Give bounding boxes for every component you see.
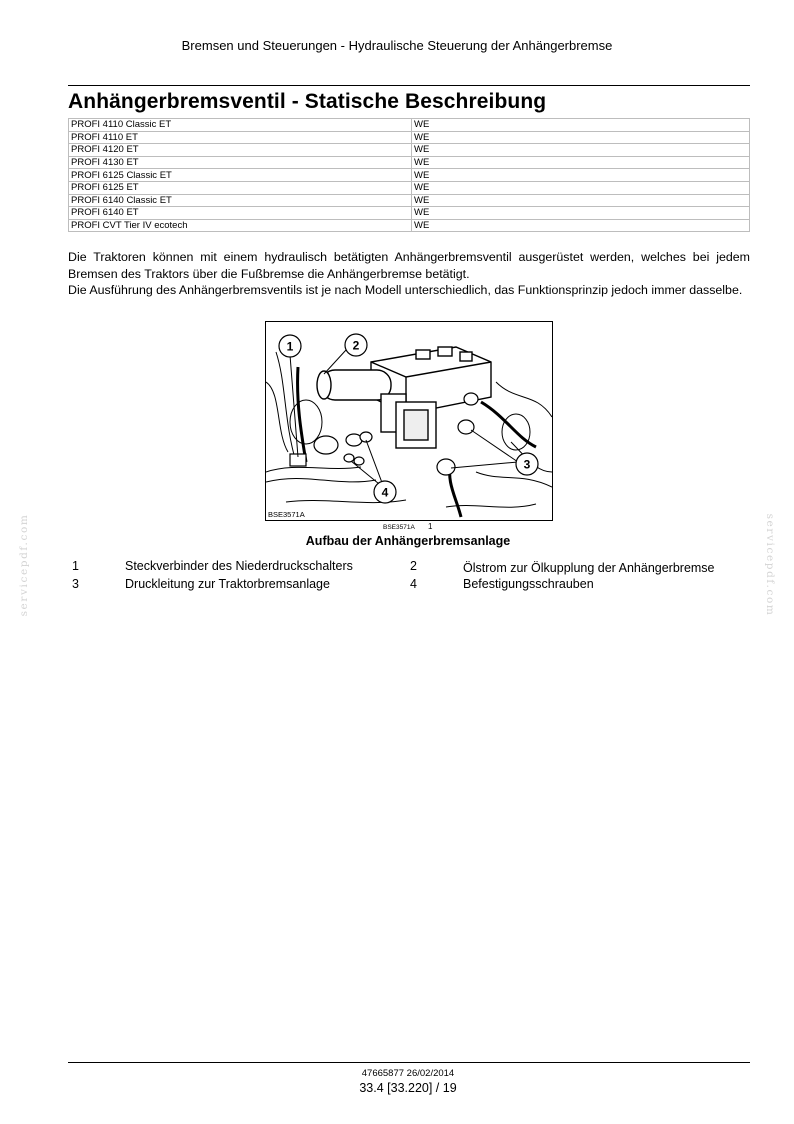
legend-row [72,577,772,595]
model-cell: PROFI 6140 Classic ET [69,194,412,207]
code-cell: WE [412,119,750,132]
watermark-left: servicepdf.com [18,513,30,617]
legend-text: Druckleitung zur Traktorbremsanlage [125,577,330,591]
code-cell: WE [412,131,750,144]
legend-number: 4 [410,577,417,591]
table-row [69,144,750,157]
model-cell: PROFI 6125 Classic ET [69,169,412,182]
model-cell: PROFI 6125 ET [69,181,412,194]
legend-number: 1 [72,559,79,573]
code-cell: WE [412,181,750,194]
legend-text: Befestigungsschrauben [463,577,594,591]
callout-4: 4 [381,485,389,500]
model-table [68,118,750,232]
brake-valve-drawing [266,322,552,520]
footer-page-number: 33.4 [33.220] / 19 [359,1081,457,1095]
legend-text: Ölstrom zur Ölkupplung der Anhängerbremse [463,561,715,575]
table-row [69,219,750,232]
header-rule [68,85,750,86]
figure-inner-code: BSE3571A [268,510,305,519]
brake-valve-figure [265,321,553,521]
legend-number: 3 [72,577,79,591]
legend-text: Steckverbinder des Niederdruckschalters [125,559,353,573]
table-row [69,131,750,144]
description [68,249,750,299]
model-cell: PROFI 4110 ET [69,131,412,144]
figure-code: BSE3571A [383,524,415,531]
table-row [69,207,750,220]
model-cell: PROFI 4130 ET [69,156,412,169]
footer-doc-id: 47665877 26/02/2014 [361,1068,455,1079]
table-row [69,194,750,207]
model-cell: PROFI 4120 ET [69,144,412,157]
code-cell: WE [412,194,750,207]
figure-caption: Aufbau der Anhängerbremsanlage [305,534,511,548]
paragraph: Die Ausführung des Anhängerbremsventils ist je nach Modell unterschiedlich, das Funktionsprinzip jedoch immer dasselbe. [68,283,743,298]
watermark-right: servicepdf.com [764,513,776,617]
figure-legend [72,559,772,595]
code-cell: WE [412,144,750,157]
table-row [69,169,750,182]
table-row [69,119,750,132]
code-cell: WE [412,207,750,220]
callout-3: 3 [523,457,531,472]
code-cell: WE [412,156,750,169]
model-cell: PROFI 6140 ET [69,207,412,220]
figure-number: 1 [428,522,433,531]
callout-1: 1 [286,339,294,354]
legend-row [72,559,772,577]
footer-rule [68,1062,750,1063]
model-cell: PROFI 4110 Classic ET [69,119,412,132]
paragraph: Die Traktoren können mit einem hydraulisch betätigten Anhängerbremsventil ausgerüstet werden, welches bei jedem Bremsen des Traktors über die Fußbremse die Anhängerbremse betätigt. [68,250,750,281]
page-title: Anhängerbremsventil - Statische Beschreibung [68,90,547,113]
model-cell: PROFI CVT Tier IV ecotech [69,219,412,232]
callout-2: 2 [352,338,360,353]
table-row [69,181,750,194]
code-cell: WE [412,219,750,232]
table-row [69,156,750,169]
legend-number: 2 [410,559,417,573]
code-cell: WE [412,169,750,182]
running-header: Bremsen und Steuerungen - Hydraulische Steuerung der Anhängerbremse [181,38,613,53]
